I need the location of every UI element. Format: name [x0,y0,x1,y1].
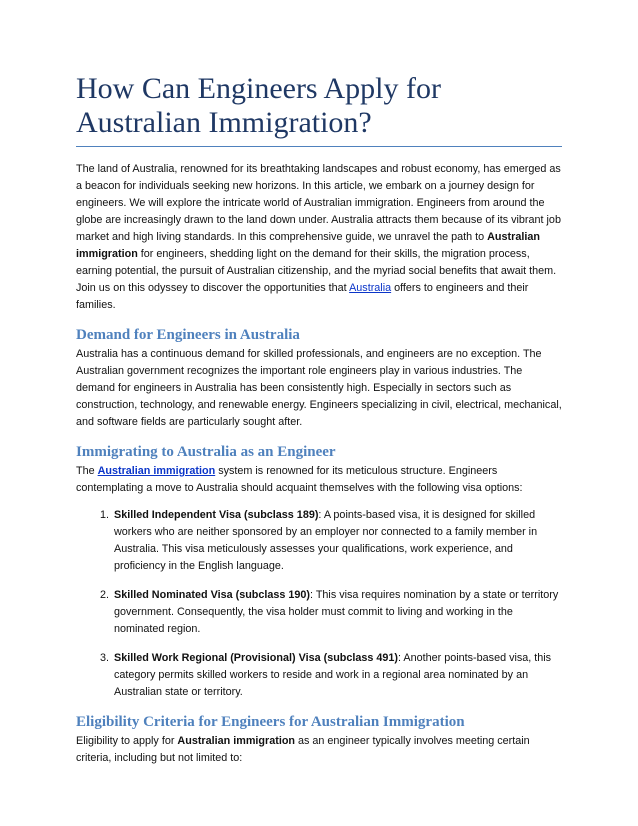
australia-link[interactable]: Australia [349,282,392,294]
intro-text-2: for engineers, shedding light on the demand for their skills, the migration process, earning potential, the pursuit of Australian citizenship, and the myriad social benefits that await them. Join us on this odyssey to discover the opportunities that [76,248,557,294]
list-item [112,587,562,638]
section-text-immigrating [76,463,562,497]
section-text-eligibility [76,733,562,767]
eligibility-pre: Eligibility to apply for [76,735,178,747]
immigrating-pre: The [76,465,98,477]
visa-desc: : This visa requires nomination by a state or territory government. Consequently, the visa holder must commit to living and working in the nominated region. [114,589,559,635]
intro-text-1: The land of Australia, renowned for its breathtaking landscapes and robust economy, has emerged as a beacon for individuals seeking new horizons. In this article, we embark on a journey design for engineers. We will explore the intricate world of Australian immigration. Engineers from around the globe are increasingly drawn to the land down under. Australia attracts them because of its vibrant job market and high living standards. In this comprehensive guide, we unravel the path to [76,163,561,243]
intro-bold: Australian immigration [76,231,540,260]
eligibility-post: as an engineer typically involves meeting certain criteria, including but not limited to: [76,735,530,764]
section-text-demand: Australia has a continuous demand for skilled professionals, and engineers are no exception. The Australian government recognizes the important role engineers play in various industries. The demand for engineers in Australia has been consistently high. Especially in sectors such as construction, technology, and renewable energy. Engineers specializing in civil, electrical, mechanical, and software fields are particularly sought after. [76,348,562,428]
visa-name: Skilled Independent Visa (subclass 189) [114,509,319,521]
page-title: How Can Engineers Apply for Australian Immigration? [76,72,562,147]
visa-name: Skilled Nominated Visa (subclass 190) [114,589,311,601]
section-heading-demand: Demand for Engineers in Australia [76,327,300,343]
intro-paragraph [76,161,562,314]
eligibility-bold: Australian immigration [177,735,296,747]
section-heading-immigrating: Immigrating to Australia as an Engineer [76,444,336,460]
list-item [112,507,562,575]
intro-text-3: offers to engineers and their families. [76,282,529,311]
australian-immigration-link[interactable]: Australian immigration [97,465,216,477]
visa-desc: : A points-based visa, it is designed for skilled workers who are neither sponsored by an employer nor connected to a family member in Australia. This visa meticulously assesses your qualifications, work experience, and proficiency in the English language. [114,509,538,572]
visa-desc: : Another points-based visa, this category permits skilled workers to reside and work in a regional area nominated by an Australian state or territory. [114,652,552,698]
visa-name: Skilled Work Regional (Provisional) Visa (subclass 491) [114,652,399,664]
visa-list [76,507,562,701]
list-item [112,650,562,701]
section-heading-eligibility: Eligibility Criteria for Engineers for Australian Immigration [76,714,465,730]
immigrating-post: system is renowned for its meticulous structure. Engineers contemplating a move to Australia should acquaint themselves with the following visa options: [76,465,523,494]
